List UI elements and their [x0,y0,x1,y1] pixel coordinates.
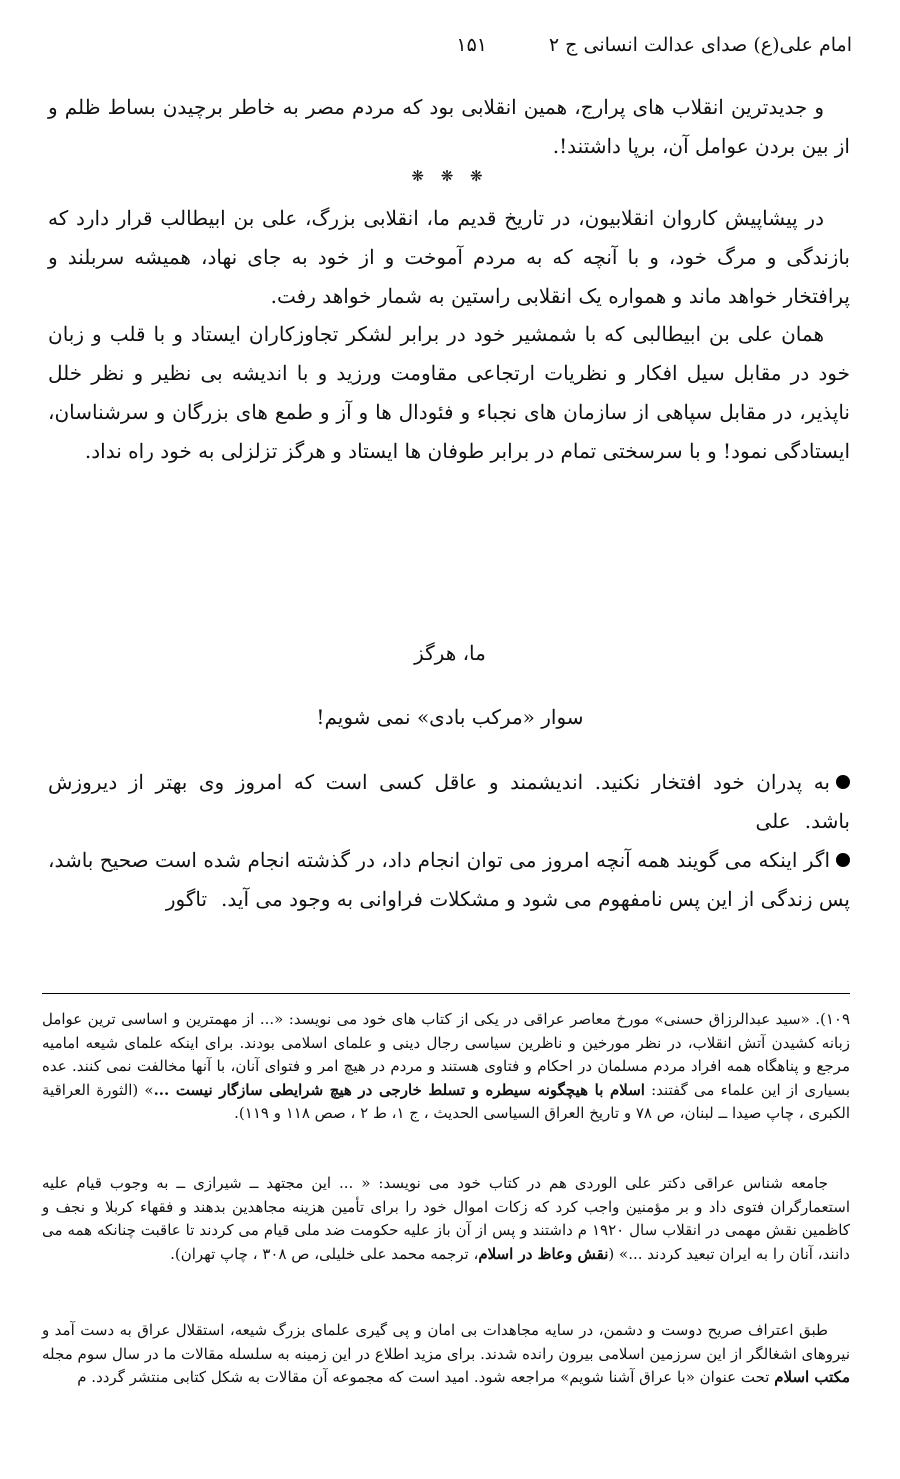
bullet-icon [836,775,850,789]
section-heading-line1: ما، هرگز [414,641,486,665]
section-separator: ❋ ❋ ❋ [411,167,489,185]
footnote-3 [42,1319,850,1390]
footnote-2 [42,1172,850,1266]
footnote-1 [42,1008,850,1126]
footnote-3-text-b: تحت عنوان «با عراق آشنا شویم» مراجعه شود. امید است که مجموعه آن مقالات به شکل کتابی منتشر گردد. م [77,1368,770,1386]
quote-2 [48,841,850,919]
quote-1 [48,763,850,841]
paragraph-1: و جدیدترین انقلاب های پرارج، همین انقلابی بود که مردم مصر به خاطر برچیدن بساط ظلم و از بین بردن عوامل آن، برپا داشتند!. [48,95,850,158]
page-number: ۱۵۱ [456,34,487,56]
footnote-2-text-a: جامعه شناس عراقی دکتر علی الوردی هم در کتاب خود می نویسد: « ... این مجتهد ــ شیرازی ــ به وجوب قیام علیه استعمارگران فتوی داد و بر مؤمنین واجب کرد که زکات اموال خود را برای تأمین هزینه مجاهدین بدهند و فقهاء کربلا و نجف و کاظمین نقش مهمی در انقلاب سال ۱۹۲۰ م داشتند و پس از آن باز علیه حکومت ضد ملی قیام می کردند تا عاقبت چنانکه همه می دانند، آنان را به ایران تبعید کردند ...» ( [42,1174,850,1263]
footnote-divider [42,993,850,994]
paragraph-3: همان علی بن ابیطالبی که با شمشیر خود در برابر لشکر تجاوزکاران ایستاد و با قلب و زبان خود در مقابل سیل افکار و نظریات ارتجاعی مقاومت ورزید و با اندیشه بی نظیر و نظر خلل ناپذیر، در مقابل سپاهی از سازمان های نجباء و فئودال ها و آز و طمع های بزرگان و سرشناسان، ایستادگی نمود! و با سرسختی تمام در برابر طوفان ها ایستاد و هرگز تزلزلی به خود راه نداد. [48,322,850,463]
footnote-1-bold: اسلام با هیچگونه سیطره و تسلط خارجی در هیچ شرایطی سازگار نیست ... [153,1080,645,1099]
footnote-3-text-a: طبق اعتراف صریح دوست و دشمن، در سایه مجاهدات بی امان و پی گیری علمای بزرگ شیعه، استقلال عراق به دست آمد و نیروهای اشغالگر از این سرزمین اسلامی بیرون رانده شدند. برای مزید اطلاع در این زمینه به سلسله مقالات ما در سال سوم مجله [42,1321,850,1363]
footnote-2-text-b: ، ترجمه محمد علی خلیلی، ص ۳۰۸ ، چاپ تهران). [170,1244,479,1263]
footnote-1-text-b: » (الثورة العراقیة الکبری ، چاپ صیدا ــ لبنان، ص ۷۸ و تاریخ العراق السیاسی الحدیث ، ج ۱، ط ۲ ، صص ۱۱۸ و ۱۱۹). [42,1080,850,1122]
page-header [40,34,852,68]
footnote-3-bold: مکتب اسلام [774,1368,850,1386]
footnote-2-bold: نقش وعاظ در اسلام [478,1244,609,1263]
quote-2-text: اگر اینکه می گویند همه آنچه امروز می توان انجام داد، در گذشته انجام شده است صحیح باشد، پس زندگی از این پس نامفهوم می شود و مشکلات فراوانی به وجود می آید. [48,848,850,911]
quote-2-author: تاگور [165,887,208,911]
bullet-icon [836,853,850,867]
section-heading-line2: سوار «مرکب بادی» نمی شویم! [316,705,584,729]
quote-1-text: به پدران خود افتخار نکنید. اندیشمند و عاقل کسی است که امروز وی بهتر از دیروزش باشد. [48,770,850,833]
footnote-1-text-a: ۱۰۹). «سید عبدالرزاق حسنی» مورخ معاصر عراقی در یکی از کتاب های خود می نویسد: «... از مهمترین و اساسی ترین عوامل زبانه کشیدن آتش انقلاب، در نظر مورخین و ناظرین سیاسی رجال دینی و علمای اسلامی بودند. برای اینکه علمای شیعه امامیه مرجع و پناهگاه همه افراد مردم مسلمان در احکام و فتاوی هستند و مردم در هیچ امر و فتوای آنان، با آنها مخالفت نمی کنند. عده بسیاری از این علماء می گفتند: [42,1010,851,1099]
quote-1-author: علی [755,809,791,833]
running-title: امام علی(ع) صدای عدالت انسانی ج ۲ [548,34,852,56]
paragraph-2: در پیشاپیش کاروان انقلابیون، در تاریخ قدیم ما، انقلابی بزرگ، علی بن ابیطالب قرار دارد که بازندگی و مرگ خود، و با آنچه که به مردم آموخت و از خود به جای نهاد، همیشه سربلند و پرافتخار خواهد ماند و همواره یک انقلابی راستین به شمار خواهد رفت. [48,206,850,308]
